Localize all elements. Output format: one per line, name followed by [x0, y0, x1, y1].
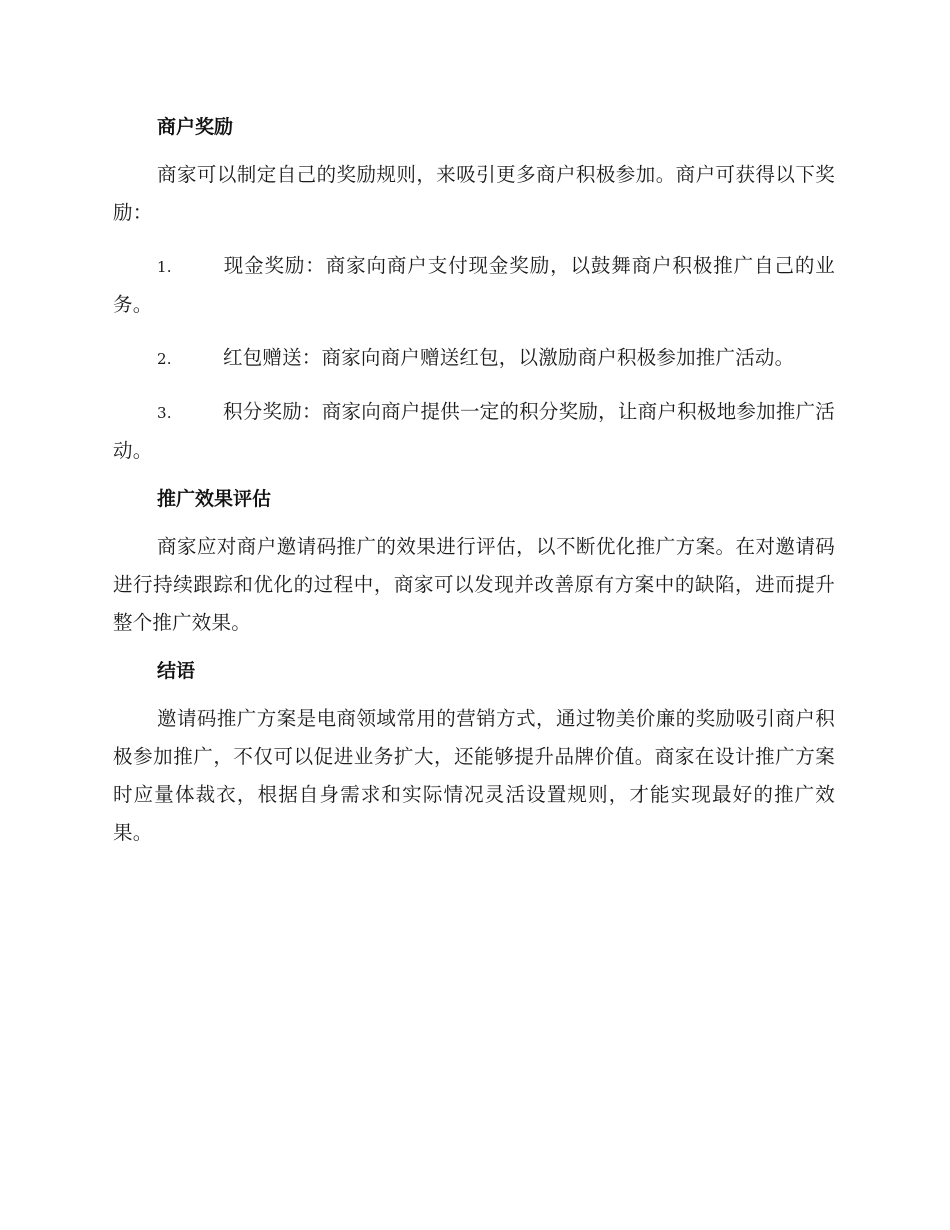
list-number: 2. — [157, 350, 172, 368]
list-item-text: 积分奖励：商家向商户提供一定的积分奖励，让商户积极地参加推广活动。 — [113, 400, 835, 462]
document-page — [113, 108, 835, 852]
list-number: 1. — [157, 258, 172, 276]
effect-evaluation-body: 商家应对商户邀请码推广的效果进行评估，以不断优化推广方案。在对邀请码进行持续跟踪和优化的过程中，商家可以发现并改善原有方案中的缺陷，进而提升整个推广效果。 — [113, 535, 835, 634]
conclusion-body: 邀请码推广方案是电商领域常用的营销方式，通过物美价廉的奖励吸引商户积极参加推广，不仅可以促进业务扩大，还能够提升品牌价值。商家在设计推广方案时应量体裁衣，根据自身需求和实际情况灵活设置规则，才能实现最好的推广效果。 — [113, 707, 835, 844]
merchant-rewards-intro: 商家可以制定自己的奖励规则，来吸引更多商户积极参加。商户可获得以下奖励： — [113, 163, 835, 224]
section-heading-merchant-rewards: 商户奖励 — [157, 116, 234, 138]
list-item-text: 现金奖励：商家向商户支付现金奖励，以鼓舞商户积极推广自己的业务。 — [113, 254, 835, 316]
list-item — [113, 393, 835, 470]
list-item — [113, 339, 835, 378]
section-heading-effect-evaluation: 推广效果评估 — [157, 488, 272, 510]
list-item — [113, 247, 835, 324]
list-number: 3. — [157, 404, 172, 422]
list-item-text: 红包赠送：商家向商户赠送红包，以激励商户积极参加推广活动。 — [223, 346, 795, 369]
section-heading-conclusion: 结语 — [157, 660, 196, 682]
